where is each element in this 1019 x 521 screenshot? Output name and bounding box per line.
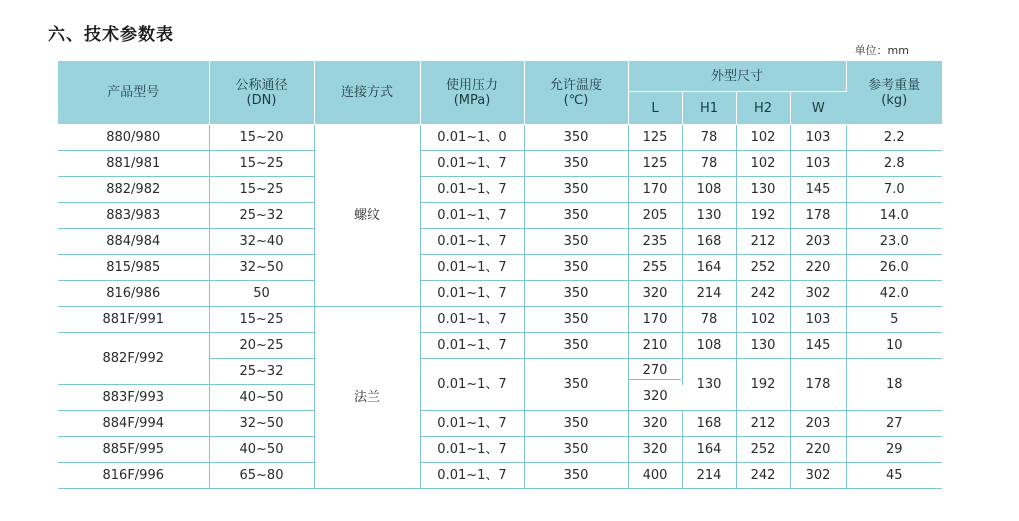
cell-temp: 350 <box>524 255 628 281</box>
cell-W: 302 <box>790 463 846 489</box>
cell-pressure: 0.01~1、0 <box>420 125 524 151</box>
cell-L: 320 <box>628 411 682 437</box>
cell-H2: 102 <box>736 151 790 177</box>
cell-model: 881F/991 <box>58 307 209 333</box>
cell-pressure: 0.01~1、7 <box>420 437 524 463</box>
cell-H1: 164 <box>682 255 736 281</box>
cell-temp: 350 <box>524 125 628 151</box>
cell-temp: 350 <box>524 463 628 489</box>
cell-H1: 78 <box>682 307 736 333</box>
cell-W: 203 <box>790 411 846 437</box>
cell-weight: 26.0 <box>846 255 942 281</box>
cell-H2: 130 <box>736 333 790 359</box>
cell-H2: 242 <box>736 281 790 307</box>
cell-H2: 102 <box>736 307 790 333</box>
cell-H2: 252 <box>736 255 790 281</box>
cell-W: 103 <box>790 151 846 177</box>
cell-L: 125 <box>628 125 682 151</box>
cell-L: 170 <box>628 307 682 333</box>
table-row <box>58 463 942 489</box>
cell-H2: 212 <box>736 411 790 437</box>
cell-temp: 350 <box>524 151 628 177</box>
cell-dn: 32~40 <box>209 229 314 255</box>
header-connection: 连接方式 <box>314 61 420 125</box>
cell-H1: 168 <box>682 411 736 437</box>
cell-weight: 42.0 <box>846 281 942 307</box>
cell-temp: 350 <box>524 359 628 411</box>
cell-W: 302 <box>790 281 846 307</box>
cell-temp: 350 <box>524 229 628 255</box>
cell-model: 884/984 <box>58 229 209 255</box>
cell-dn: 32~50 <box>209 411 314 437</box>
cell-H2: 192 <box>736 359 790 411</box>
cell-L: 320 <box>628 385 682 411</box>
cell-L: 400 <box>628 463 682 489</box>
cell-model: 883/983 <box>58 203 209 229</box>
cell-L: 170 <box>628 177 682 203</box>
cell-dn: 25~32 <box>209 359 314 385</box>
page-title: 六、技术参数表 <box>48 25 174 45</box>
cell-W: 178 <box>790 203 846 229</box>
cell-dn: 20~25 <box>209 333 314 359</box>
cell-H1: 108 <box>682 333 736 359</box>
cell-model: 883F/993 <box>58 385 209 411</box>
cell-dn: 15~25 <box>209 307 314 333</box>
cell-H1: 130 <box>682 359 736 411</box>
header-dn: 公称通径 (DN) <box>209 61 314 125</box>
cell-connection-thread: 螺纹 <box>314 125 420 307</box>
cell-L: 210 <box>628 333 682 359</box>
cell-dn: 65~80 <box>209 463 314 489</box>
cell-L <box>628 359 682 385</box>
table-row <box>58 229 942 255</box>
table-row <box>58 411 942 437</box>
cell-model: 880/980 <box>58 125 209 151</box>
cell-model: 816/986 <box>58 281 209 307</box>
cell-H1: 78 <box>682 125 736 151</box>
cell-W: 145 <box>790 177 846 203</box>
cell-dn: 15~25 <box>209 177 314 203</box>
cell-H1: 108 <box>682 177 736 203</box>
cell-temp: 350 <box>524 437 628 463</box>
cell-pressure: 0.01~1、7 <box>420 229 524 255</box>
table-row <box>58 255 942 281</box>
cell-H2: 102 <box>736 125 790 151</box>
cell-weight: 23.0 <box>846 229 942 255</box>
cell-pressure: 0.01~1、7 <box>420 411 524 437</box>
cell-pressure: 0.01~1、7 <box>420 151 524 177</box>
cell-pressure: 0.01~1、7 <box>420 333 524 359</box>
cell-L: 320 <box>628 437 682 463</box>
cell-dn: 40~50 <box>209 437 314 463</box>
cell-L-top: 270 <box>642 363 668 379</box>
cell-H2: 192 <box>736 203 790 229</box>
cell-divider <box>629 379 681 380</box>
table-row <box>58 151 942 177</box>
cell-weight: 10 <box>846 333 942 359</box>
cell-dn: 32~50 <box>209 255 314 281</box>
cell-H1: 214 <box>682 281 736 307</box>
cell-dn: 15~20 <box>209 125 314 151</box>
cell-pressure: 0.01~1、7 <box>420 177 524 203</box>
unit-note: 单位：mm <box>854 44 909 57</box>
cell-dn: 50 <box>209 281 314 307</box>
cell-pressure: 0.01~1、7 <box>420 463 524 489</box>
cell-weight: 5 <box>846 307 942 333</box>
header-L: L <box>628 92 682 125</box>
cell-H2: 130 <box>736 177 790 203</box>
cell-temp: 350 <box>524 411 628 437</box>
cell-H1: 168 <box>682 229 736 255</box>
cell-H2: 212 <box>736 229 790 255</box>
cell-H1: 164 <box>682 437 736 463</box>
table-row <box>58 125 942 151</box>
header-H1: H1 <box>682 92 736 125</box>
cell-pressure: 0.01~1、7 <box>420 255 524 281</box>
cell-W: 220 <box>790 255 846 281</box>
cell-model: 884F/994 <box>58 411 209 437</box>
cell-model: 882/982 <box>58 177 209 203</box>
cell-H1: 214 <box>682 463 736 489</box>
table-row <box>58 177 942 203</box>
cell-pressure: 0.01~1、7 <box>420 281 524 307</box>
cell-L: 205 <box>628 203 682 229</box>
table-row <box>58 307 942 333</box>
cell-pressure: 0.01~1、7 <box>420 307 524 333</box>
cell-L: 235 <box>628 229 682 255</box>
cell-weight: 29 <box>846 437 942 463</box>
cell-temp: 350 <box>524 203 628 229</box>
cell-dn: 40~50 <box>209 385 314 411</box>
header-model: 产品型号 <box>58 61 209 125</box>
cell-model: 885F/995 <box>58 437 209 463</box>
cell-model: 815/985 <box>58 255 209 281</box>
cell-H2: 242 <box>736 463 790 489</box>
cell-temp: 350 <box>524 177 628 203</box>
table-row <box>58 437 942 463</box>
cell-pressure: 0.01~1、7 <box>420 203 524 229</box>
header-W: W <box>790 92 846 125</box>
cell-weight: 2.2 <box>846 125 942 151</box>
cell-weight: 18 <box>846 359 942 411</box>
cell-H1: 78 <box>682 151 736 177</box>
cell-weight: 45 <box>846 463 942 489</box>
cell-H2: 252 <box>736 437 790 463</box>
table-row <box>58 203 942 229</box>
cell-W: 145 <box>790 333 846 359</box>
header-temp: 允许温度 (℃) <box>524 61 628 125</box>
header-H2: H2 <box>736 92 790 125</box>
spec-table <box>58 61 942 489</box>
cell-W: 103 <box>790 307 846 333</box>
cell-W: 220 <box>790 437 846 463</box>
cell-L: 125 <box>628 151 682 177</box>
header-weight: 参考重量 (kg) <box>846 61 942 125</box>
cell-pressure: 0.01~1、7 <box>420 359 524 411</box>
cell-W: 103 <box>790 125 846 151</box>
cell-dn: 15~25 <box>209 151 314 177</box>
table-row <box>58 333 942 359</box>
header-dimensions: 外型尺寸 <box>628 61 846 92</box>
cell-temp: 350 <box>524 281 628 307</box>
cell-weight: 14.0 <box>846 203 942 229</box>
cell-weight: 7.0 <box>846 177 942 203</box>
header-pressure: 使用压力 (MPa) <box>420 61 524 125</box>
cell-W: 203 <box>790 229 846 255</box>
cell-model: 881/981 <box>58 151 209 177</box>
cell-temp: 350 <box>524 307 628 333</box>
cell-L: 255 <box>628 255 682 281</box>
cell-temp: 350 <box>524 333 628 359</box>
cell-connection-flange: 法兰 <box>314 307 420 489</box>
cell-H1: 130 <box>682 203 736 229</box>
cell-dn: 25~32 <box>209 203 314 229</box>
cell-L: 320 <box>628 281 682 307</box>
cell-weight: 27 <box>846 411 942 437</box>
cell-model: 816F/996 <box>58 463 209 489</box>
cell-W: 178 <box>790 359 846 411</box>
cell-model: 882F/992 <box>58 333 209 385</box>
table-row <box>58 281 942 307</box>
cell-weight: 2.8 <box>846 151 942 177</box>
